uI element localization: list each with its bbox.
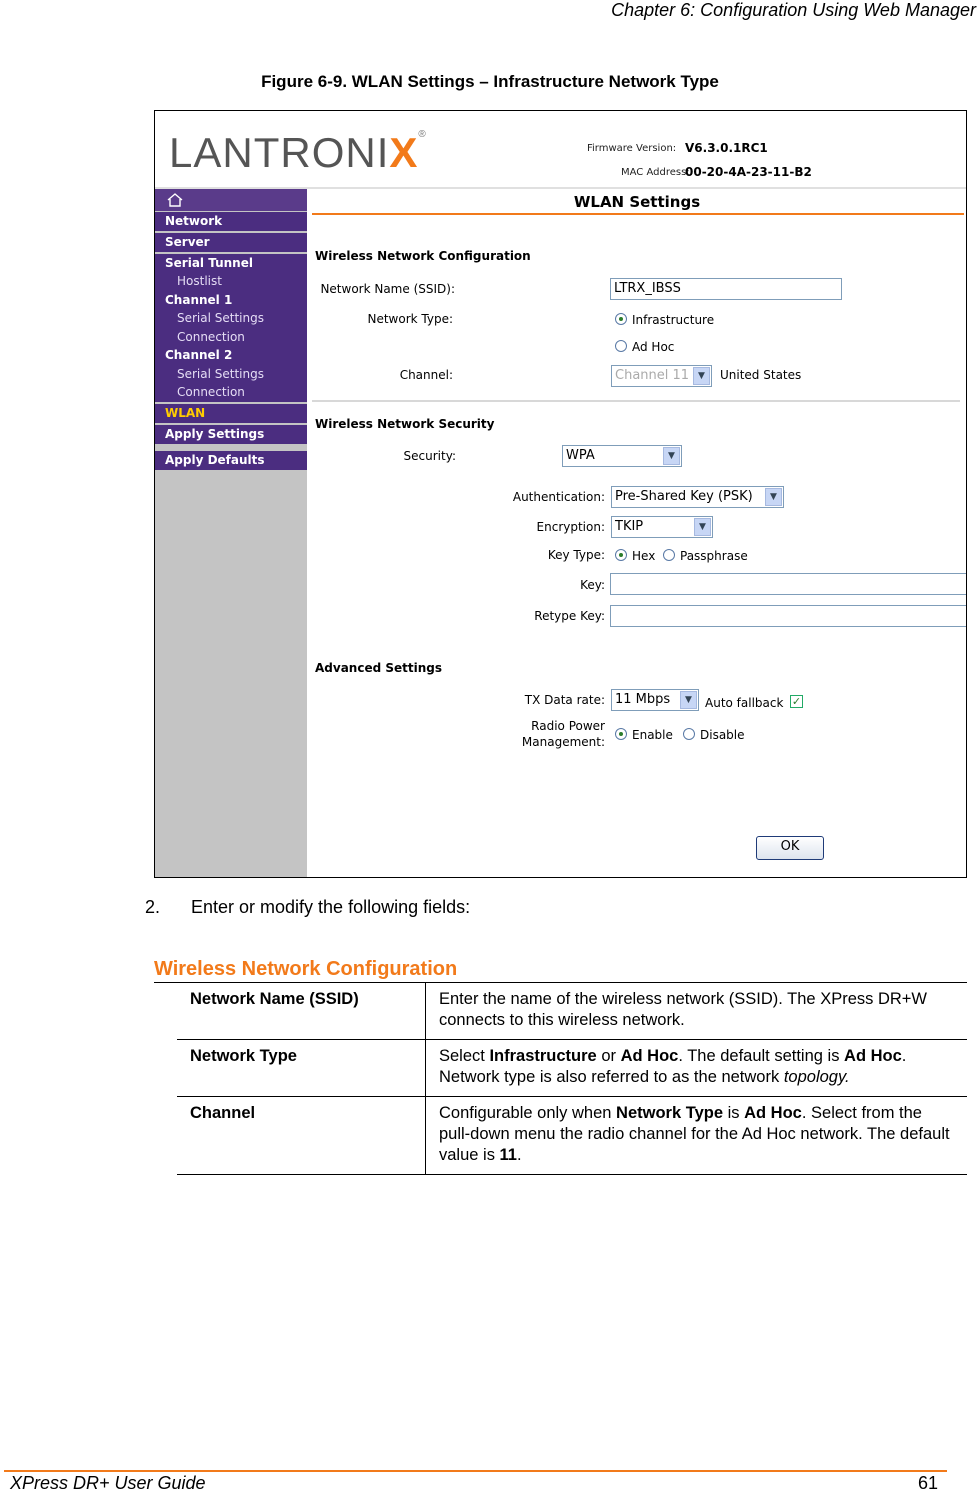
nav-wlan[interactable]: WLAN [155, 404, 307, 423]
radio-power-label: Radio Power [531, 719, 605, 733]
field-description: Select Infrastructure or Ad Hoc. The default setting is Ad Hoc. Network type is also referred to as the network topology. [426, 1040, 968, 1097]
field-description: Enter the name of the wireless network (SSID). The XPress DR+W connects to this wireless network. [426, 983, 968, 1040]
nav-channels-group [155, 254, 307, 402]
field-table [177, 983, 967, 1175]
retype-key-label: Retype Key: [534, 609, 605, 623]
nav-apply-settings[interactable]: Apply Settings [155, 425, 307, 444]
nav-channel2-connection[interactable]: Connection [177, 385, 245, 399]
power-enable-radio[interactable] [615, 728, 627, 740]
auth-label: Authentication: [512, 490, 605, 504]
firmware-value: V6.3.0.1RC1 [685, 141, 768, 155]
chevron-down-icon: ▼ [693, 367, 710, 385]
page-number: 61 [918, 1473, 939, 1493]
chevron-down-icon: ▼ [694, 518, 711, 536]
auth-value: Pre-Shared Key (PSK) [615, 489, 753, 504]
channel-select[interactable] [611, 365, 712, 387]
chevron-down-icon: ▼ [680, 691, 697, 709]
home-icon [167, 193, 183, 207]
hex-radio[interactable] [615, 549, 627, 561]
chevron-down-icon: ▼ [765, 488, 782, 506]
nav-hostlist[interactable]: Hostlist [177, 274, 222, 288]
firmware-label: Firmware Version: [587, 143, 677, 154]
nav-serial-tunnel[interactable]: Serial Tunnel [165, 256, 253, 270]
table-row [177, 983, 967, 1040]
nav-channel1-serial-settings[interactable]: Serial Settings [177, 311, 264, 325]
mac-value: 00-20-4A-23-11-B2 [685, 165, 812, 179]
encryption-value: TKIP [615, 519, 644, 534]
home-button[interactable] [155, 189, 307, 211]
title-rule [312, 213, 964, 215]
auto-fallback-label: Auto fallback [705, 696, 784, 710]
passphrase-label: Passphrase [680, 549, 748, 563]
nav-channel2-serial-settings[interactable]: Serial Settings [177, 367, 264, 381]
security-label: Security: [403, 449, 456, 463]
step-text: Enter or modify the following fields: [191, 897, 471, 917]
auto-fallback-checkbox[interactable]: ✓ [791, 695, 802, 708]
retype-key-input[interactable] [610, 605, 967, 627]
ok-button[interactable]: OK [756, 836, 824, 860]
nav-channel1-connection[interactable]: Connection [177, 330, 245, 344]
step-number: 2. [145, 897, 161, 917]
page-title: WLAN Settings [573, 193, 701, 211]
adhoc-label: Ad Hoc [632, 340, 675, 354]
figure-caption: Figure 6-9. WLAN Settings – Infrastructure Network Type [261, 72, 719, 91]
chevron-down-icon: ▼ [663, 447, 680, 465]
nav-network[interactable]: Network [155, 212, 307, 231]
field-name: Channel [177, 1097, 426, 1175]
tx-rate-label: TX Data rate: [524, 693, 605, 707]
banner [155, 111, 966, 189]
section-title: Wireless Network Configuration [154, 958, 458, 980]
table-row [177, 1097, 967, 1175]
nav-channel2[interactable]: Channel 2 [165, 348, 233, 362]
table-row [177, 1040, 967, 1097]
wlan-settings-screenshot [154, 110, 967, 878]
security-select[interactable] [562, 445, 682, 467]
passphrase-radio[interactable] [663, 549, 675, 561]
channel-value: Channel 11 [615, 368, 690, 383]
key-label: Key: [580, 578, 605, 592]
security-value: WPA [566, 448, 595, 463]
sidebar [155, 189, 307, 877]
advanced-heading: Advanced Settings [315, 661, 443, 675]
wireless-config-heading: Wireless Network Configuration [315, 249, 531, 263]
nav-apply-defaults[interactable]: Apply Defaults [155, 451, 307, 470]
encryption-select[interactable] [611, 516, 713, 538]
security-heading: Wireless Network Security [315, 417, 495, 431]
field-description: Configurable only when Network Type is Ad Hoc. Select from the pull-down menu the radio channel for the Ad Hoc network. The default value is 11. [426, 1097, 968, 1175]
network-type-label: Network Type: [367, 312, 453, 326]
infrastructure-radio[interactable] [615, 313, 627, 325]
section-divider [312, 400, 960, 402]
nav-server[interactable]: Server [155, 233, 307, 252]
field-name: Network Type [177, 1040, 426, 1097]
infrastructure-label: Infrastructure [632, 313, 715, 327]
ssid-label: Network Name (SSID): [320, 282, 455, 296]
footer-guide-title: XPress DR+ User Guide [10, 1473, 206, 1493]
power-disable-radio[interactable] [683, 728, 695, 740]
tx-rate-select[interactable] [611, 689, 699, 711]
ssid-input[interactable]: LTRX_IBSS [610, 278, 842, 300]
hex-label: Hex [632, 549, 656, 563]
key-input[interactable] [610, 573, 967, 595]
nav-channel1[interactable]: Channel 1 [165, 293, 233, 307]
radio-power-label-2: Management: [521, 735, 605, 749]
main-panel [308, 189, 966, 877]
field-name: Network Name (SSID) [177, 983, 426, 1040]
encryption-label: Encryption: [536, 520, 605, 534]
channel-label: Channel: [399, 368, 453, 382]
chapter-header: Chapter 6: Configuration Using Web Manager [611, 0, 976, 20]
key-type-label: Key Type: [547, 548, 605, 562]
lantronix-logo: LANTRONIX® [169, 129, 427, 176]
adhoc-radio[interactable] [615, 340, 627, 352]
tx-rate-value: 11 Mbps [615, 692, 671, 707]
footer-rule [4, 1470, 947, 1472]
power-enable-label: Enable [632, 728, 673, 742]
country-text: United States [720, 368, 802, 382]
power-disable-label: Disable [700, 728, 745, 742]
auth-select[interactable] [611, 486, 784, 508]
mac-label: MAC Address: [621, 167, 690, 178]
